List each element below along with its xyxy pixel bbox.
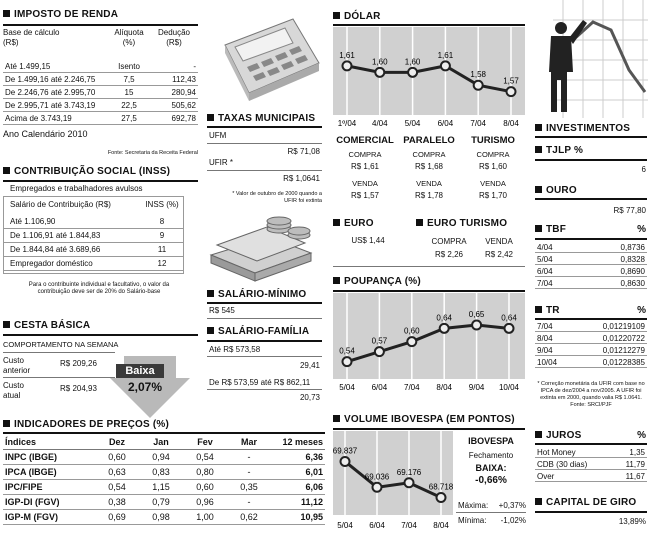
chart-tick-label: 5/04: [404, 119, 421, 128]
juros-title: JUROS: [535, 430, 581, 441]
imposto-cell: 112,43: [172, 75, 196, 84]
indicadores-header-cell: Dez: [108, 437, 125, 447]
indicadores-header-cell: Fev: [197, 437, 213, 447]
businessman-chart-illustration: [533, 0, 648, 118]
dolar-venda-label: VENDA: [480, 179, 506, 188]
chart-point: [507, 87, 516, 96]
chart-point: [343, 61, 352, 70]
chart-data-label: 0,65: [468, 310, 485, 319]
euro-turismo-title: EURO TURISMO: [416, 218, 507, 229]
chart-data-label: 0,64: [436, 313, 452, 323]
imposto-cell: 505,62: [171, 101, 196, 110]
inss-title: CONTRIBUIÇÃO SOCIAL (INSS): [3, 166, 170, 177]
familia-r2-label: De R$ 573,59 até R$ 862,11: [209, 378, 311, 387]
inss-row: [3, 215, 184, 229]
chart-background: [333, 27, 525, 115]
imposto-cell: Até 1.499,15: [5, 62, 51, 71]
imposto-row: [3, 73, 198, 86]
chart-data-label: 0,60: [404, 326, 420, 336]
tbf-unit: %: [637, 224, 646, 235]
ouro-value: R$ 77,80: [613, 206, 646, 215]
chart-data-label: 69.837: [333, 446, 358, 456]
capital-title: CAPITAL DE GIRO: [535, 497, 636, 508]
tbf-title: TBF: [535, 224, 566, 235]
chart-tick-label: 8/04: [503, 119, 519, 128]
inss-row: [3, 243, 184, 257]
chart-tick-label: 5/04: [339, 383, 355, 392]
dolar-col-header: COMERCIAL: [336, 135, 394, 146]
cesta-atual-value: R$ 204,93: [60, 384, 97, 393]
imposto-cell: De 2.995,71 até 3.743,19: [5, 101, 96, 110]
euro-value: US$ 1,44: [351, 236, 385, 245]
money-stack-icon: [207, 215, 319, 283]
inss-row: [3, 257, 184, 271]
tbf-cell: 7/04: [537, 279, 553, 288]
inss-cell: De 1.844,84 até 3.689,66: [10, 245, 101, 254]
taxas-ufir-value: R$ 1,0641: [283, 174, 320, 183]
dolar-col-header: TURISMO: [471, 135, 515, 146]
indicadores-cell: 0,35: [240, 482, 258, 492]
inss-cell: 12: [157, 259, 167, 268]
cesta-title: CESTA BÁSICA: [3, 320, 90, 331]
tr-note: * Correção monetária da UFIR com base no IPCA de dez/2004 a nov/2005. A UFIR foi extinta em 2000, quando valia R$ 1.0641. Fonte: SRCI/PJF: [537, 381, 645, 408]
indicadores-cell: IPCA (IBGE): [5, 467, 57, 477]
dolar-venda-value: R$ 1,57: [350, 191, 380, 200]
chart-tick-label: 4/04: [372, 119, 388, 128]
juros-cell: 11,67: [625, 472, 645, 481]
indicadores-row: [3, 480, 325, 495]
tr-row: [535, 320, 647, 332]
indicadores-header-cell: Jan: [153, 437, 169, 447]
tbf-row: [535, 277, 647, 289]
tbf-cell: 0,8328: [620, 255, 645, 264]
tbf-row: [535, 265, 647, 277]
chart-tick-label: 10/04: [498, 383, 520, 392]
chart-point: [375, 347, 384, 356]
chart-data-label: 0,64: [501, 313, 517, 323]
chart-point: [505, 324, 514, 333]
cesta-anterior-value: R$ 209,26: [60, 359, 97, 368]
indicadores-cell: 0,94: [152, 452, 170, 462]
juros-row: [535, 446, 647, 458]
ibovespa-fech: Fechamento: [468, 451, 514, 460]
imposto-source: Fonte: Secretaria da Receita Federal: [107, 150, 198, 156]
tr-cell: 0,01219109: [602, 322, 645, 331]
tbf-row: [535, 241, 647, 253]
inss-note: Para o contribuinte individual e facultativo, o valor da contribuição deve ser de 20% do Salário-base: [28, 282, 170, 295]
chart-background: [333, 431, 453, 515]
indicadores-row: [3, 465, 325, 480]
tr-title: TR: [535, 305, 560, 316]
taxas-ufm-value: R$ 71,08: [287, 147, 320, 156]
poupanca-chart: [333, 293, 525, 393]
imposto-cell: 7,5: [123, 75, 135, 84]
dolar-compra-value: R$ 1,60: [478, 162, 508, 171]
invest-title: INVESTIMENTOS: [535, 123, 630, 134]
indicadores-cell: 0,60: [196, 482, 214, 492]
chart-tick-label: 6/04: [369, 521, 385, 530]
familia-r2-value: 20,73: [299, 393, 320, 402]
imposto-row: [3, 60, 198, 73]
tr-cell: 7/04: [537, 322, 553, 331]
chart-tick-label: 6/04: [437, 119, 454, 128]
imposto-col2: Alíquota (%): [114, 28, 144, 47]
ibovespa-baixa: BAIXA:: [475, 463, 507, 473]
salario-value: R$ 545: [209, 306, 235, 315]
ibovespa-min-label: Mínima:: [458, 516, 487, 525]
indicadores-header-cell: Mar: [240, 437, 257, 447]
tr-unit: %: [637, 305, 646, 316]
indicadores-cell: -: [247, 452, 251, 462]
taxas-ufm-label: UFM: [209, 131, 227, 140]
chart-point: [441, 61, 450, 70]
tbf-cell: 4/04: [537, 243, 553, 252]
cesta-badge: Baixa: [116, 364, 164, 378]
tjlp-value: 6: [641, 165, 646, 174]
tbf-cell: 0,8690: [620, 267, 645, 276]
chart-data-label: 1,58: [470, 70, 486, 80]
imposto-cell: 27,5: [121, 114, 137, 123]
chart-data-label: 0,57: [371, 336, 388, 346]
chart-point: [373, 483, 382, 492]
indicadores-title: INDICADORES DE PREÇOS (%): [3, 419, 169, 430]
capital-value: 13,89%: [618, 517, 646, 526]
indicadores-cell: IPC/FIPE: [5, 482, 43, 492]
chart-tick-label: 9/04: [468, 383, 485, 392]
indicadores-cell: IGP-M (FGV): [5, 512, 58, 522]
indicadores-table: [3, 436, 325, 525]
imposto-title: IMPOSTO DE RENDA: [3, 9, 118, 20]
tr-row: [535, 356, 647, 368]
ibovespa-max-value: +0,37%: [498, 501, 526, 510]
imposto-cell: 15: [124, 88, 134, 97]
tjlp-title: TJLP %: [535, 145, 583, 156]
chart-data-label: 68.718: [428, 482, 453, 492]
indicadores-cell: 0,83: [152, 467, 170, 477]
juros-cell: 1,35: [629, 448, 645, 457]
imposto-col1: Base de cálculo (R$): [3, 28, 60, 47]
chart-point: [437, 493, 446, 502]
tr-row: [535, 332, 647, 344]
indicadores-cell: 0,62: [240, 512, 258, 522]
chart-tick-label: 6/04: [371, 383, 388, 392]
imposto-cell: Acima de 3.743,19: [5, 114, 72, 123]
indicadores-cell: 0,98: [152, 512, 170, 522]
imposto-cell: Isento: [118, 62, 140, 71]
dolar-title: DÓLAR: [333, 11, 381, 22]
dolar-table: [333, 135, 525, 205]
imposto-year: Ano Calendário 2010: [3, 129, 88, 139]
chart-tick-label: 7/04: [404, 383, 420, 392]
indicadores-cell: 6,36: [305, 452, 323, 462]
imposto-cell: 692,78: [171, 114, 196, 123]
indicadores-cell: -: [247, 467, 251, 477]
juros-cell: CDB (30 dias): [537, 460, 588, 469]
euro-turismo-compra-label: COMPRA: [431, 237, 467, 246]
familia-r1-value: 29,41: [299, 361, 320, 370]
indicadores-cell: -: [247, 497, 251, 507]
chart-data-label: 1,60: [404, 57, 421, 67]
chart-point: [472, 321, 481, 330]
tbf-row: [535, 253, 647, 265]
imposto-cell: 22,5: [121, 101, 137, 110]
inss-cell: 11: [157, 245, 167, 254]
indicadores-cell: 11,12: [300, 497, 323, 507]
chart-data-label: 0,54: [339, 346, 355, 356]
inss-sub: Empregados e trabalhadores avulsos: [10, 184, 143, 193]
chart-data-label: 69.036: [364, 472, 390, 482]
ibovespa-label: IBOVESPA: [468, 436, 514, 446]
indicadores-row: [3, 495, 325, 510]
ibovespa-title: VOLUME IBOVESPA (EM PONTOS): [333, 414, 515, 425]
indicadores-header-cell: 12 meses: [282, 437, 323, 447]
chart-tick-label: 1º/04: [337, 119, 357, 128]
ouro-title: OURO: [535, 185, 577, 196]
indicadores-cell: 0,96: [196, 497, 214, 507]
chart-point: [343, 357, 352, 366]
inss-cell: De 1.106,91 até 1.844,83: [10, 231, 101, 240]
indicadores-cell: 6,06: [305, 482, 323, 492]
indicadores-cell: 10,95: [300, 512, 323, 522]
tbf-cell: 5/04: [537, 255, 553, 264]
ibovespa-max-label: Máxima:: [458, 501, 489, 510]
calculator-icon: [205, 15, 323, 103]
chart-tick-label: 7/04: [470, 119, 486, 128]
tr-cell: 0,01228385: [602, 358, 645, 367]
chart-tick-label: 5/04: [337, 521, 353, 530]
chart-point: [407, 337, 416, 346]
chart-data-label: 1,61: [339, 50, 355, 60]
euro-title: EURO: [333, 218, 374, 229]
dolar-compra-label: COMPRA: [348, 150, 382, 159]
inss-row: [3, 229, 184, 243]
chart-tick-label: 8/04: [436, 383, 452, 392]
cesta-pct: 2,07%: [127, 380, 163, 394]
juros-row: [535, 458, 647, 470]
dolar-venda-value: R$ 1,78: [414, 191, 444, 200]
taxas-ufir-label: UFIR *: [209, 158, 233, 167]
indicadores-cell: 0,63: [108, 467, 126, 477]
tbf-cell: 0,8630: [620, 279, 645, 288]
imposto-row: [3, 86, 198, 99]
tr-cell: 8/04: [537, 334, 553, 343]
indicadores-cell: 0,38: [108, 497, 126, 507]
imposto-cell: -: [193, 62, 196, 71]
taxas-title: TAXAS MUNICIPAIS: [207, 113, 315, 124]
indicadores-row: [3, 450, 325, 465]
imposto-cell: De 2.246,76 até 2.995,70: [5, 88, 96, 97]
indicadores-cell: 0,69: [108, 512, 126, 522]
tbf-cell: 6/04: [537, 267, 553, 276]
indicadores-cell: 1,00: [196, 512, 214, 522]
chart-point: [408, 68, 417, 77]
chart-tick-label: 8/04: [433, 521, 449, 530]
indicadores-header-cell: Índices: [5, 437, 37, 447]
tr-table: [535, 320, 647, 368]
indicadores-header: [3, 436, 325, 450]
chart-point: [375, 68, 384, 77]
inss-cell: Até 1.106,90: [10, 217, 56, 226]
dolar-compra-label: COMPRA: [476, 150, 510, 159]
juros-cell: Over: [537, 472, 555, 481]
imposto-col3: Dedução (R$): [157, 28, 191, 47]
inss-cell: 8: [159, 217, 165, 226]
imposto-cell: 280,94: [171, 88, 196, 97]
tbf-table: [535, 241, 647, 289]
chart-data-label: 1,57: [503, 76, 519, 86]
indicadores-cell: 0,60: [108, 452, 126, 462]
inss-cell: Empregador doméstico: [10, 259, 93, 268]
dolar-compra-value: R$ 1,61: [350, 162, 380, 171]
tr-cell: 9/04: [537, 346, 553, 355]
dolar-compra-value: R$ 1,68: [414, 162, 444, 171]
dolar-col-header: PARALELO: [403, 135, 455, 146]
inss-col2: INSS (%): [145, 200, 179, 209]
familia-title: SALÁRIO-FAMÍLIA: [207, 326, 309, 337]
euro-turismo-venda-value: R$ 2,42: [484, 250, 514, 259]
chart-point: [341, 457, 350, 466]
dolar-venda-label: VENDA: [352, 179, 378, 188]
indicadores-cell: 0,54: [196, 452, 214, 462]
juros-table: [535, 446, 647, 482]
tr-cell: 0,01212279: [602, 346, 645, 355]
inss-col1: Salário de Contribuição (R$): [10, 200, 111, 209]
juros-row: [535, 470, 647, 482]
chart-data-label: 1,61: [437, 50, 454, 60]
cesta-atual-label: Custo atual: [3, 381, 24, 400]
imposto-table: [3, 60, 198, 125]
taxas-note: * Valor de outubro de 2000 quando a UFIR foi extinta: [232, 191, 322, 204]
euro-turismo-venda-label: VENDA: [485, 237, 513, 246]
salario-title: SALÁRIO-MÍNIMO: [207, 289, 306, 300]
juros-unit: %: [637, 430, 646, 441]
dolar-compra-label: COMPRA: [412, 150, 446, 159]
chart-point: [474, 81, 483, 90]
indicadores-cell: 6,01: [305, 467, 323, 477]
dolar-venda-label: VENDA: [416, 179, 442, 188]
ibovespa-pct: -0,66%: [475, 475, 507, 486]
indicadores-row: [3, 510, 325, 525]
chart-point: [440, 324, 449, 333]
tr-cell: 0,01220722: [602, 334, 645, 343]
indicadores-cell: IGP-DI (FGV): [5, 497, 60, 507]
dolar-venda-value: R$ 1,70: [478, 191, 508, 200]
inss-cell: 9: [159, 231, 165, 240]
chart-point: [405, 478, 414, 487]
ibovespa-min-value: -1,02%: [500, 516, 526, 525]
juros-cell: 11,79: [625, 460, 645, 469]
cesta-anterior-label: Custo anterior: [3, 356, 31, 375]
chart-data-label: 69.176: [396, 467, 422, 477]
indicadores-cell: 0,80: [196, 467, 214, 477]
indicadores-cell: 0,79: [152, 497, 170, 507]
juros-cell: Hot Money: [537, 448, 576, 457]
inss-table: [3, 215, 184, 271]
chart-tick-label: 7/04: [401, 521, 417, 530]
ibovespa-chart: [333, 431, 453, 531]
imposto-cell: De 1.499,16 até 2.246,75: [5, 75, 96, 84]
indicadores-cell: 0,54: [108, 482, 126, 492]
familia-r1-label: Até R$ 573,58: [209, 345, 261, 354]
chart-data-label: 1,60: [372, 57, 388, 67]
dolar-chart: [333, 27, 525, 129]
imposto-row: [3, 112, 198, 125]
cesta-sub: COMPORTAMENTO NA SEMANA: [3, 340, 119, 349]
tbf-cell: 0,8736: [620, 243, 645, 252]
indicadores-cell: INPC (IBGE): [5, 452, 58, 462]
poupanca-title: POUPANÇA (%): [333, 276, 421, 287]
indicadores-cell: 1,15: [152, 482, 170, 492]
tr-cell: 10/04: [537, 358, 558, 367]
euro-turismo-compra-value: R$ 2,26: [434, 250, 464, 259]
imposto-row: [3, 99, 198, 112]
tr-row: [535, 344, 647, 356]
